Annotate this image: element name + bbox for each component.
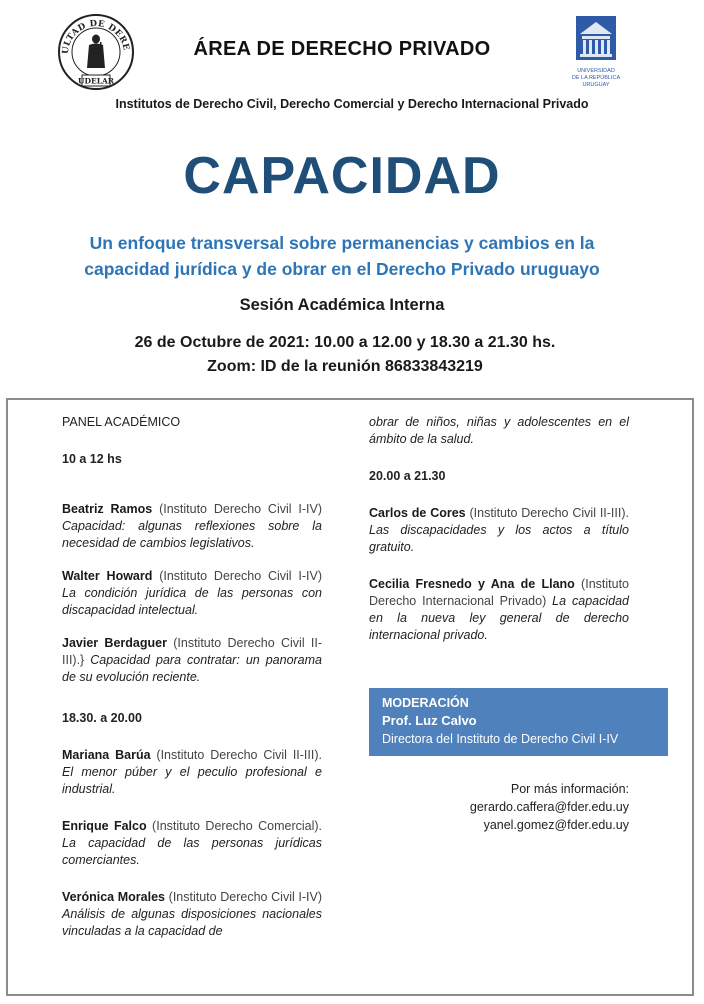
time-slot-1: 10 a 12 hs <box>62 452 122 466</box>
speaker-item <box>62 747 322 798</box>
contact-label: Por más información: <box>510 782 629 796</box>
speaker-institute: (Instituto Derecho Civil II-III). <box>465 506 629 520</box>
speaker-institute: (Instituto Derecho Civil II-III). <box>150 748 322 762</box>
subtitle-line-1: Un enfoque transversal sobre permanencias y cambios en la <box>89 233 595 253</box>
speaker-institute: (Instituto Derecho Comercial). <box>146 819 322 833</box>
program-right-column <box>369 414 629 644</box>
moderator-name: Prof. Luz Calvo <box>382 713 477 728</box>
speaker-name: Mariana Barúa <box>62 748 151 762</box>
logo-text-1: UNIVERSIDAD <box>577 68 615 74</box>
speaker-institute: (Instituto Derecho Civil II-III).} <box>62 636 322 667</box>
talk-title: Análisis de algunas disposiciones nacionales vinculadas a la capacidad de <box>62 907 322 938</box>
speaker-institute: (Instituto Derecho Civil I-IV) <box>165 890 323 904</box>
seal-text-bottom: UDELAR <box>77 76 115 86</box>
speaker-item <box>62 818 322 869</box>
contact-email-2[interactable]: yanel.gomez@fder.edu.uy <box>483 818 629 832</box>
date-line: 26 de Octubre de 2021: 10.00 a 12.00 y 18.30 a 21.30 hs. <box>134 334 556 351</box>
area-title: ÁREA DE DERECHO PRIVADO <box>193 38 491 60</box>
speaker-item <box>62 501 322 552</box>
speaker-institute: (Instituto Derecho Internacional Privado) <box>369 577 629 608</box>
talk-title: El menor púber y el peculio profesional e industrial. <box>62 765 322 796</box>
contact-info <box>369 780 629 834</box>
subtitle-line-2: capacidad jurídica y de obrar en el Derecho Privado uruguayo <box>84 259 600 279</box>
talk-title: Capacidad: algunas reflexiones sobre la necesidad de cambios legislativos. <box>62 519 322 550</box>
seal-text-top: ULTAD DE DERE <box>60 18 131 55</box>
subtitle <box>40 230 644 282</box>
moderation-box <box>369 688 668 756</box>
speaker-name: Walter Howard <box>62 569 153 583</box>
speaker-item <box>62 568 322 619</box>
contact-email-1[interactable]: gerardo.caffera@fder.edu.uy <box>469 800 629 814</box>
speaker-item <box>62 635 322 686</box>
speaker-name: Carlos de Cores <box>369 506 466 520</box>
speaker-item <box>369 505 629 556</box>
talk-continuation: obrar de niños, niñas y adolescentes en el ámbito de la salud. <box>369 415 629 446</box>
logo-text-3: URUGUAY <box>582 82 610 88</box>
talk-title: La capacidad de las personas jurídicas comerciantes. <box>62 836 322 867</box>
zoom-line: Zoom: ID de la reunión 86833843219 <box>207 358 483 375</box>
panel-heading: PANEL ACADÉMICO <box>62 415 181 429</box>
talk-title: La condición jurídica de las personas con discapacidad intelectual. <box>62 586 322 617</box>
program-left-column <box>62 414 322 940</box>
session-label: Sesión Académica Interna <box>239 296 445 314</box>
logo-text-2: DE LA REPÚBLICA <box>571 75 621 81</box>
time-slot-2: 18.30. a 20.00 <box>62 711 142 725</box>
speaker-name: Verónica Morales <box>62 890 166 904</box>
time-slot-3: 20.00 a 21.30 <box>369 469 446 483</box>
speaker-item <box>369 576 629 644</box>
speaker-institute: (Instituto Derecho Civil I-IV) <box>152 569 322 583</box>
speaker-name: Cecilia Fresnedo y Ana de Llano <box>369 577 575 591</box>
speaker-name: Enrique Falco <box>62 819 147 833</box>
moderator-role: Directora del Instituto de Derecho Civil I-IV <box>382 732 619 746</box>
institutes-line: Institutos de Derecho Civil, Derecho Comercial y Derecho Internacional Privado <box>115 97 589 111</box>
speaker-item <box>62 889 322 940</box>
speaker-name: Beatriz Ramos <box>62 502 153 516</box>
moderation-heading: MODERACIÓN <box>382 696 469 710</box>
talk-title: La capacidad en la nueva ley general de derecho internacional privado. <box>369 594 629 642</box>
speaker-name: Javier Berdaguer <box>62 636 167 650</box>
speaker-institute: (Instituto Derecho Civil I-IV) <box>152 502 322 516</box>
talk-title: Las discapacidades y los actos a título gratuito. <box>369 523 629 554</box>
talk-title: Capacidad para contratar: un panorama de su evolución reciente. <box>62 653 323 684</box>
main-title: CAPACIDAD <box>183 147 501 205</box>
